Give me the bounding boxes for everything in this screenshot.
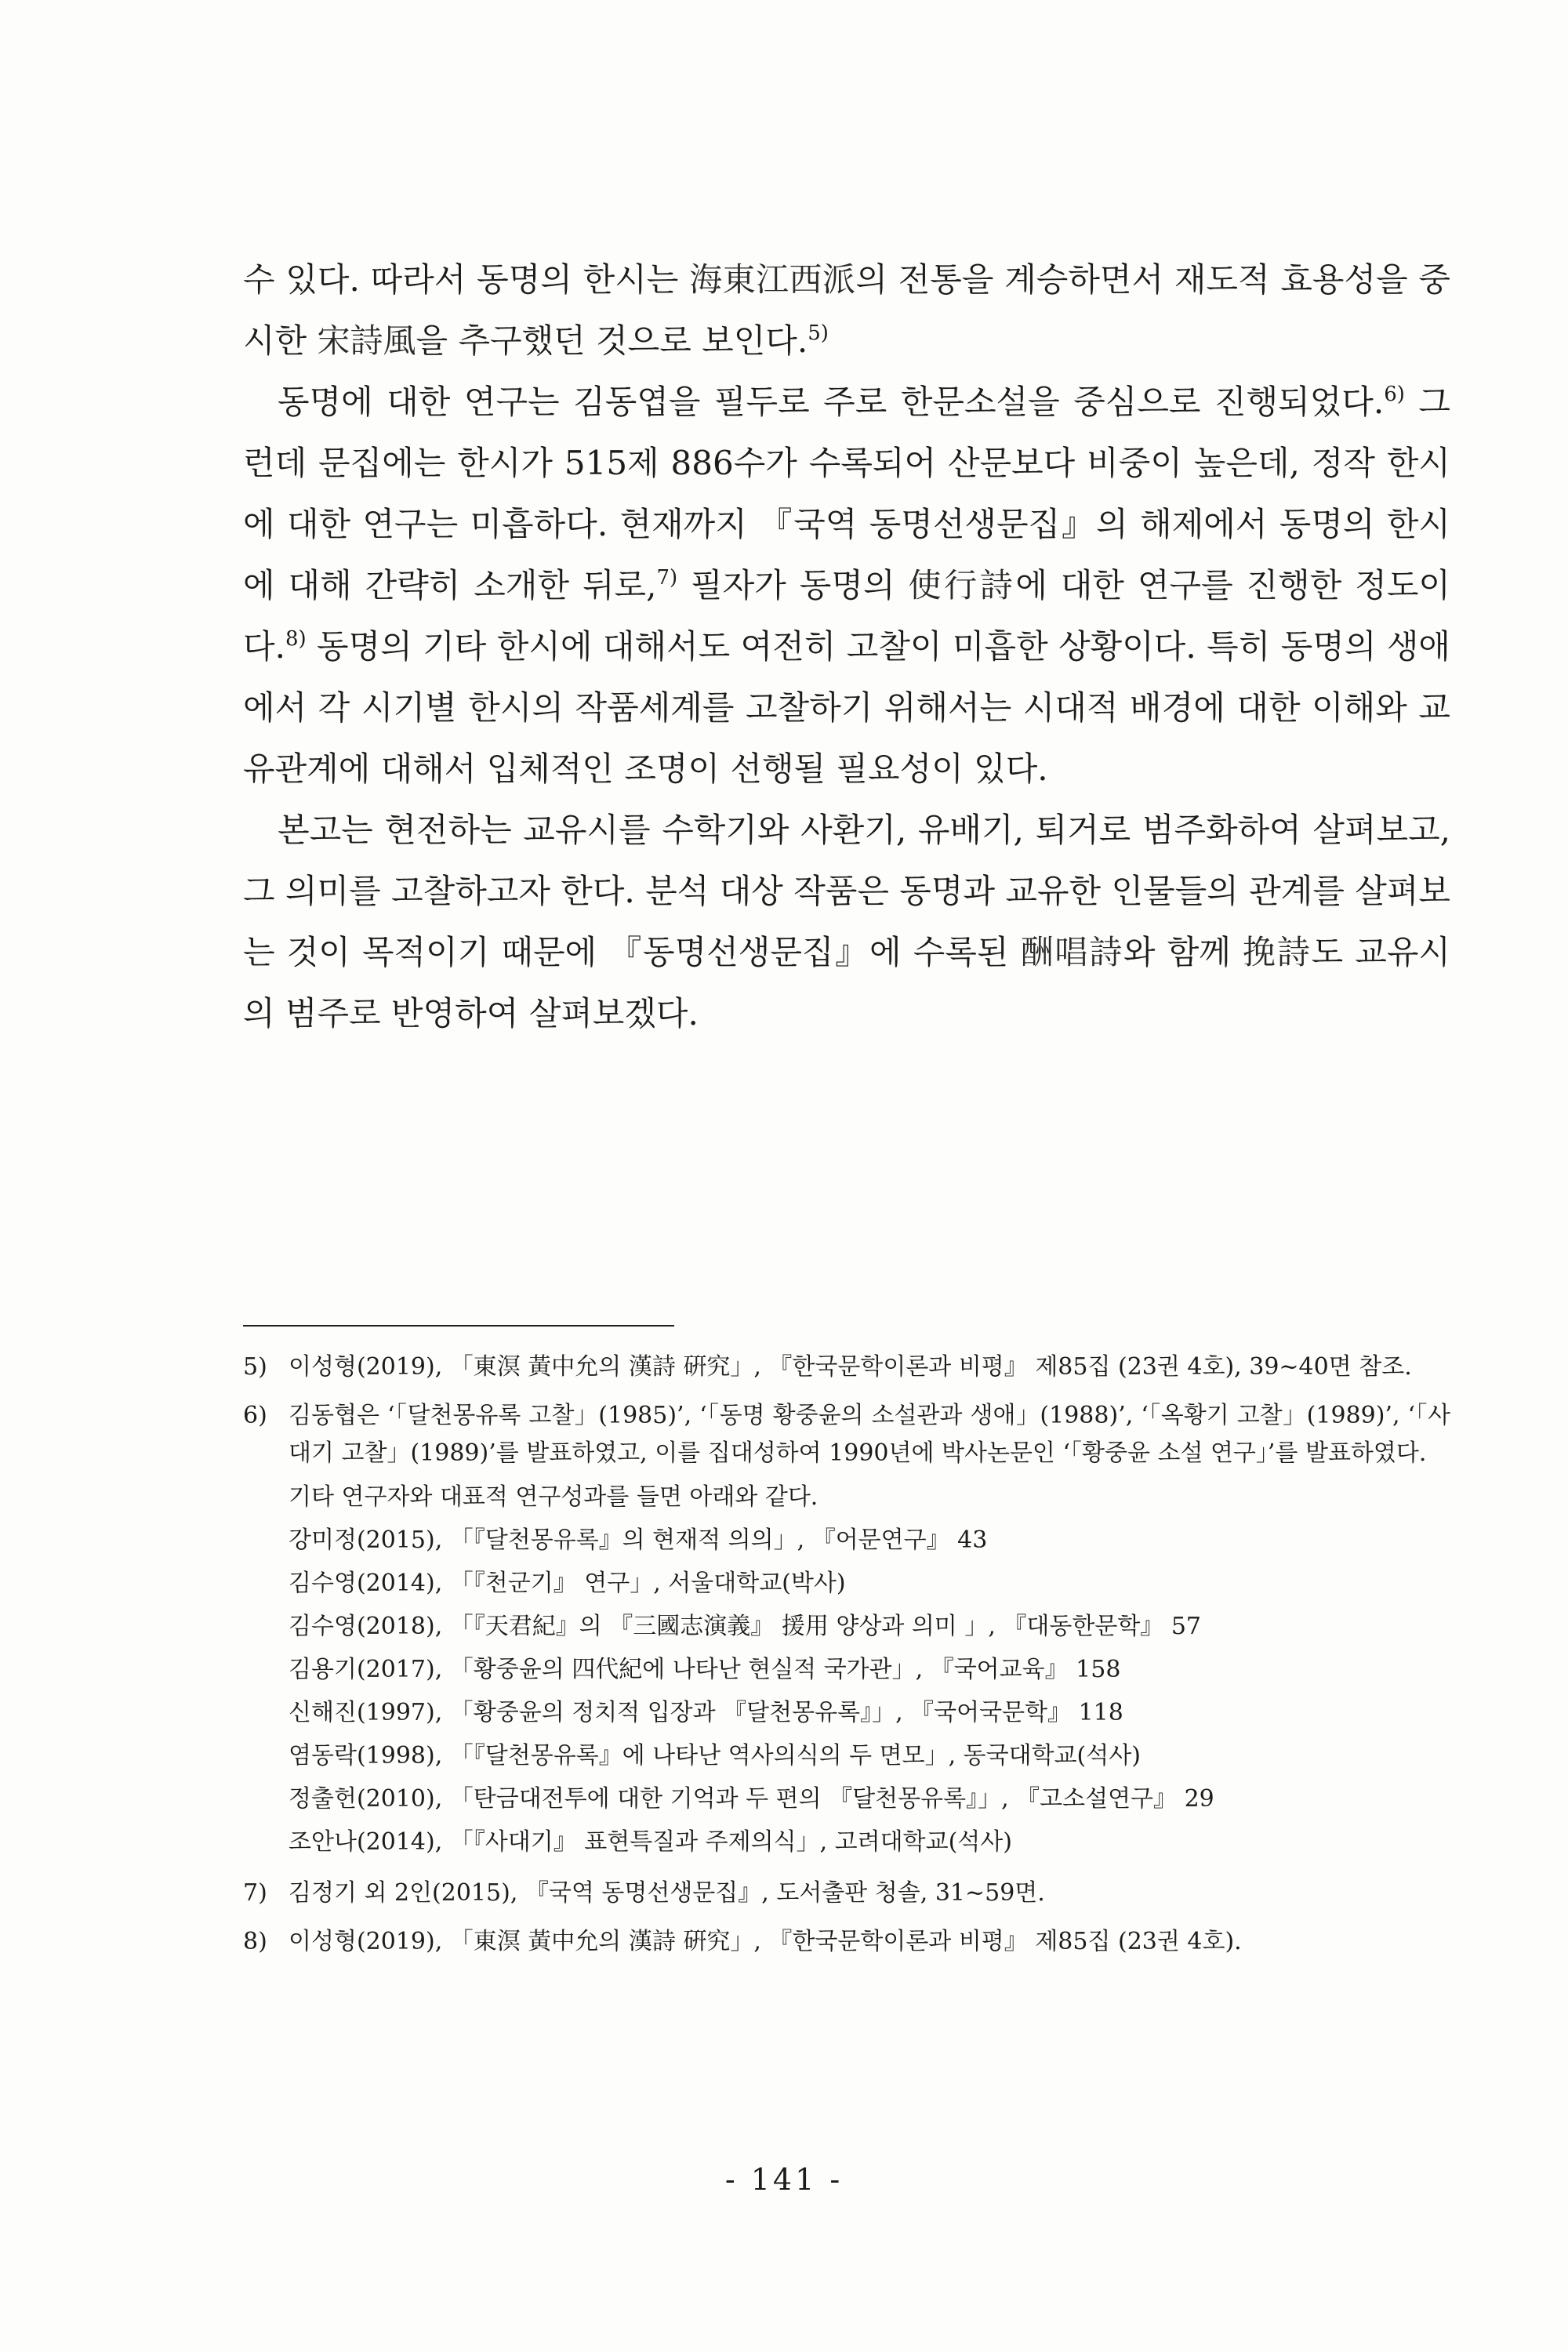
hanja-term: 宋詩風 [317, 321, 416, 360]
text-run: 동명의 기타 한시에 대해서도 여전히 고찰이 미흡한 상황이다. 특히 동명의 생애에서 각 시기별 한시의 작품세계를 고찰하기 위해서는 시대적 배경에 대한 이해와 교유관계에 대해서 입체적인 조명이 선행될 필요성이 있다. [243, 627, 1450, 788]
main-text [243, 249, 1450, 1044]
reference-item: 신해진(1997), 「황중윤의 정치적 입장과 『달천몽유록』」, 『국어국문학』 118 [289, 1699, 1123, 1726]
text-run: 수 있다. 따라서 동명의 한시는 [243, 260, 690, 299]
hanja-term: 挽詩 [1242, 933, 1312, 971]
footnote-ref-6[interactable]: 6) [1384, 383, 1405, 406]
footnote-ref-7[interactable]: 7) [656, 566, 678, 590]
reference-item: 염동락(1998), 「『달천몽유록』에 나타난 역사의식의 두 면모」, 동국대학교(석사) [289, 1742, 1141, 1769]
footnote-number: 7) [243, 1879, 267, 1907]
reference-item: 김수영(2018), 「『天君紀』의 『三國志演義』 援用 양상과 의미 」, 『대동한문학』 57 [289, 1613, 1202, 1640]
footnote-8 [243, 1923, 1450, 1961]
reference-item: 조안나(2014), 「『사대기』 표현특질과 주제의식」, 고려대학교(석사) [289, 1828, 1012, 1856]
paragraph-1 [243, 249, 1450, 372]
text-run: 에 대한 연구를 진행한 정도이다. [243, 566, 1451, 666]
text-run: 도 교유시의 범주로 반영하여 살펴보겠다. [243, 933, 1450, 1033]
reference-item: 김용기(2017), 「황중윤의 四代紀에 나타난 현실적 국가관」, 『국어교육』 158 [289, 1656, 1121, 1683]
footnote-ref-8[interactable]: 8) [285, 627, 307, 651]
text-run: 본고는 현전하는 교유시를 수학기와 사환기, 유배기, 퇴거로 범주화하여 살펴보고, 그 의미를 고찰하고자 한다. 분석 대상 작품은 동명과 교유한 인물들의 관계를 살펴보는 것이 목적이기 때문에 『동명선생문집』에 수록된 [243, 811, 1450, 971]
footnote-5 [243, 1348, 1450, 1386]
hanja-term: 海東江西派 [689, 260, 856, 299]
paragraph-3 [243, 800, 1450, 1044]
text-run: 와 함께 [1123, 933, 1243, 971]
paragraph-2 [243, 372, 1450, 800]
footnote-divider [243, 1325, 674, 1327]
footnote-ref-5[interactable]: 5) [808, 321, 829, 345]
text-run: 그런데 문집에는 한시가 515제 886수가 수록되어 산문보다 비중이 높은데, 정작 한시에 대한 연구는 미흡하다. 현재까지 『국역 동명선생문집』의 해제에서 동명의 한시에 대해 간략히 소개한 뒤로, [243, 383, 1450, 604]
footnote-text: 이성형(2019), 「東溟 黃中允의 漢詩 硏究」, 『한국문학이론과 비평』 제85집 (23권 4호), 39~40면 참조. [289, 1353, 1412, 1381]
reference-item: 강미정(2015), 「『달천몽유록』의 현재적 의의」, 『어문연구』 43 [289, 1526, 988, 1554]
reference-intro: 기타 연구자와 대표적 연구성과를 들면 아래와 같다. [289, 1483, 818, 1511]
footnote-text: 김동협은 ‘「달천몽유록 고찰」(1985)’, ‘「동명 황중윤의 소설관과 생애」(1988)’, ‘「옥황기 고찰」(1989)’, ‘「사대기 고찰」(1989)’를 발표하였고, 이를 집대성하여 1990년에 박사논문인 ‘「황중윤 소설 연구」’를 발표하였다. [289, 1402, 1450, 1467]
text-run: 을 추구했던 것으로 보인다. [416, 321, 808, 360]
footnote-number: 5) [243, 1353, 267, 1381]
footnotes-section [243, 1325, 1450, 1972]
reference-item: 정출헌(2010), 「탄금대전투에 대한 기억과 두 편의 『달천몽유록』」, 『고소설연구』 29 [289, 1785, 1214, 1813]
text-run: 동명에 대한 연구는 김동엽을 필두로 주로 한문소설을 중심으로 진행되었다. [278, 383, 1385, 421]
footnote-number: 6) [243, 1402, 267, 1429]
reference-item: 김수영(2014), 「『천군기』 연구」, 서울대학교(박사) [289, 1570, 846, 1597]
page-number: - 141 - [724, 2162, 844, 2197]
footnote-7 [243, 1875, 1450, 1912]
footnote-text: 김정기 외 2인(2015), 『국역 동명선생문집』, 도서출판 청솔, 31~59면. [289, 1879, 1045, 1907]
footnote-body [289, 1397, 1450, 1864]
text-run: 필자가 동명의 [677, 566, 909, 604]
reference-list [289, 1475, 1450, 1864]
text-run: 의 전통을 계승하면서 재도적 효용성을 중시한 [243, 260, 1450, 360]
hanja-term: 酬唱詩 [1020, 933, 1123, 971]
footnote-text: 이성형(2019), 「東溟 黃中允의 漢詩 硏究」, 『한국문학이론과 비평』 제85집 (23권 4호). [289, 1928, 1242, 1955]
footnote-6 [243, 1397, 1450, 1864]
hanja-term: 使行詩 [908, 566, 1016, 604]
footnote-number: 8) [243, 1928, 267, 1955]
